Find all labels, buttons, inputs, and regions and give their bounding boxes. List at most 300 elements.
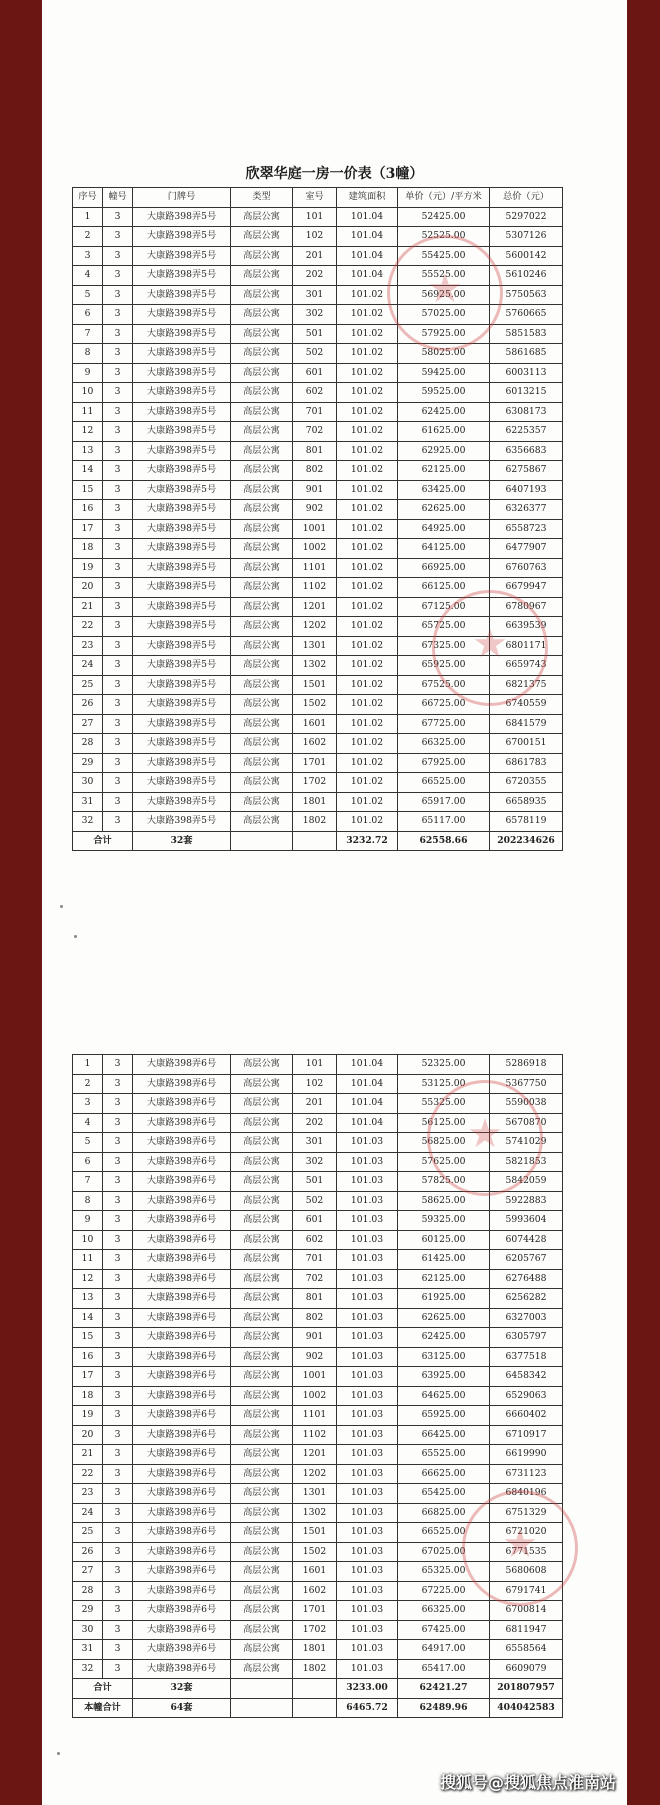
- table-cell: 57025.00: [398, 305, 490, 325]
- table-cell: 67425.00: [398, 1620, 490, 1640]
- table-cell: 高层公寓: [231, 558, 293, 578]
- table-cell: 501: [293, 324, 337, 344]
- table-cell: 63925.00: [398, 1367, 490, 1387]
- table-cell: 高层公寓: [231, 1425, 293, 1445]
- table-cell: 32: [73, 812, 103, 832]
- table-cell: 101.03: [337, 1308, 398, 1328]
- table-cell: 66825.00: [398, 1503, 490, 1523]
- table-cell: 65325.00: [398, 1562, 490, 1582]
- table-cell: 55525.00: [398, 266, 490, 286]
- table-cell: 101.02: [337, 344, 398, 364]
- table-cell: 101.03: [337, 1542, 398, 1562]
- table-cell: 1201: [293, 1445, 337, 1465]
- table-cell: 3: [103, 207, 133, 227]
- table-row: [73, 792, 563, 812]
- table-row: [73, 597, 563, 617]
- table-cell: 101.02: [337, 636, 398, 656]
- table-title: 欣翠华庭一房一价表（3幢）: [245, 166, 424, 182]
- table-cell: 16: [73, 1347, 103, 1367]
- table-cell: 3: [103, 812, 133, 832]
- column-header: 总价（元）: [490, 188, 563, 208]
- table-cell: 大康路398弄5号: [133, 480, 231, 500]
- table-cell: 4: [73, 1113, 103, 1133]
- table-cell: 101.03: [337, 1152, 398, 1172]
- table-cell: 29: [73, 1601, 103, 1621]
- table-cell: 6: [73, 1152, 103, 1172]
- table-cell: 大康路398弄6号: [133, 1113, 231, 1133]
- table-cell: 大康路398弄5号: [133, 519, 231, 539]
- table-cell: 大康路398弄5号: [133, 753, 231, 773]
- table-cell: 大康路398弄6号: [133, 1620, 231, 1640]
- table-cell: 3: [103, 1445, 133, 1465]
- table-cell: 1502: [293, 695, 337, 715]
- table-cell: 101.02: [337, 734, 398, 754]
- table-cell: 66625.00: [398, 1464, 490, 1484]
- table-cell: 6205767: [490, 1250, 563, 1270]
- table-cell: 101.03: [337, 1620, 398, 1640]
- table-cell: 101.03: [337, 1562, 398, 1582]
- table-cell: 大康路398弄6号: [133, 1386, 231, 1406]
- table-cell: 1301: [293, 636, 337, 656]
- table-cell: 63125.00: [398, 1347, 490, 1367]
- table-cell: 6558723: [490, 519, 563, 539]
- subtotal-row: [73, 1679, 563, 1699]
- table-row: [73, 1328, 563, 1348]
- table-cell: 6639539: [490, 617, 563, 637]
- table-cell: 3: [103, 773, 133, 793]
- table-cell: 63425.00: [398, 480, 490, 500]
- table-cell: 101.02: [337, 578, 398, 598]
- table-cell: 101.03: [337, 1659, 398, 1679]
- table-cell: 6003113: [490, 363, 563, 383]
- table-cell: 26: [73, 695, 103, 715]
- table-cell: 高层公寓: [231, 1367, 293, 1387]
- table-cell: 高层公寓: [231, 1640, 293, 1660]
- table-cell: 大康路398弄5号: [133, 636, 231, 656]
- table-cell: 101.03: [337, 1464, 398, 1484]
- table-cell: 3: [103, 1542, 133, 1562]
- table-cell: 大康路398弄6号: [133, 1191, 231, 1211]
- table-row: [73, 714, 563, 734]
- table-cell: 3: [103, 1620, 133, 1640]
- table-row: [73, 1211, 563, 1231]
- table-cell: 高层公寓: [231, 1055, 293, 1075]
- table-cell: 101.03: [337, 1133, 398, 1153]
- table-row: [73, 1601, 563, 1621]
- table-cell: 3: [103, 1601, 133, 1621]
- table-row: [73, 1445, 563, 1465]
- table-cell: 602: [293, 383, 337, 403]
- table-cell: 101.04: [337, 1074, 398, 1094]
- table-cell: 66525.00: [398, 1523, 490, 1543]
- table-row: [73, 656, 563, 676]
- table-row: [73, 1367, 563, 1387]
- table-cell: 101.04: [337, 266, 398, 286]
- table-cell: 高层公寓: [231, 1484, 293, 1504]
- table-cell: 65425.00: [398, 1484, 490, 1504]
- table-cell: 62425.00: [398, 1328, 490, 1348]
- table-row: [73, 422, 563, 442]
- table-cell: 1202: [293, 1464, 337, 1484]
- table-cell: 3: [103, 500, 133, 520]
- table-cell: 15: [73, 1328, 103, 1348]
- table-cell: 大康路398弄6号: [133, 1250, 231, 1270]
- table-cell: 高层公寓: [231, 1659, 293, 1679]
- table-cell: 101.04: [337, 1055, 398, 1075]
- table-cell: 6558564: [490, 1640, 563, 1660]
- table-row: [73, 1133, 563, 1153]
- grand-total-row: [73, 1698, 563, 1718]
- table-cell: 6710917: [490, 1425, 563, 1445]
- table-cell: 3: [103, 1152, 133, 1172]
- table-cell: 3: [103, 480, 133, 500]
- total-cell: [231, 1679, 293, 1699]
- table-cell: 6477907: [490, 539, 563, 559]
- table-row: [73, 539, 563, 559]
- table-cell: 高层公寓: [231, 324, 293, 344]
- table-cell: 3: [73, 1094, 103, 1114]
- table-cell: 101.03: [337, 1269, 398, 1289]
- table-row: [73, 1562, 563, 1582]
- table-cell: 6679947: [490, 578, 563, 598]
- table-cell: 3: [103, 1640, 133, 1660]
- table-cell: 3: [103, 1406, 133, 1426]
- table-row: [73, 305, 563, 325]
- table-cell: 6841579: [490, 714, 563, 734]
- table-cell: 101.04: [337, 207, 398, 227]
- table-cell: 3: [103, 1523, 133, 1543]
- table-cell: 3: [103, 675, 133, 695]
- table-row: [73, 1172, 563, 1192]
- table-cell: 702: [293, 1269, 337, 1289]
- table-cell: 高层公寓: [231, 1113, 293, 1133]
- table-cell: 3: [103, 539, 133, 559]
- table-cell: 13: [73, 1289, 103, 1309]
- table-row: [73, 207, 563, 227]
- total-cell: 202234626: [490, 831, 563, 851]
- table-cell: 大康路398弄6号: [133, 1172, 231, 1192]
- table-cell: 高层公寓: [231, 675, 293, 695]
- table-cell: 101.03: [337, 1581, 398, 1601]
- table-cell: 101.03: [337, 1289, 398, 1309]
- table-cell: 67125.00: [398, 597, 490, 617]
- table-cell: 3: [103, 1386, 133, 1406]
- table-cell: 5922883: [490, 1191, 563, 1211]
- table-cell: 高层公寓: [231, 714, 293, 734]
- table-cell: 3: [103, 1659, 133, 1679]
- table-cell: 101.02: [337, 656, 398, 676]
- table-cell: 6326377: [490, 500, 563, 520]
- table-cell: 6578119: [490, 812, 563, 832]
- table-cell: 8: [73, 1191, 103, 1211]
- table-row: [73, 753, 563, 773]
- table-cell: 17: [73, 519, 103, 539]
- table-cell: 58025.00: [398, 344, 490, 364]
- table-cell: 大康路398弄5号: [133, 714, 231, 734]
- table-cell: 1002: [293, 539, 337, 559]
- table-cell: 高层公寓: [231, 266, 293, 286]
- table-cell: 6407193: [490, 480, 563, 500]
- table-cell: 101.02: [337, 500, 398, 520]
- table-cell: 18: [73, 1386, 103, 1406]
- total-cell: [231, 1698, 293, 1718]
- table-row: [73, 227, 563, 247]
- table-cell: 大康路398弄5号: [133, 266, 231, 286]
- column-header: 幢号: [103, 188, 133, 208]
- table-cell: 1701: [293, 1601, 337, 1621]
- table-cell: 101.02: [337, 597, 398, 617]
- table-cell: 1202: [293, 617, 337, 637]
- table-cell: 602: [293, 1230, 337, 1250]
- total-cell: 62489.96: [398, 1698, 490, 1718]
- column-header: 类型: [231, 188, 293, 208]
- table-cell: 21: [73, 1445, 103, 1465]
- table-cell: 2: [73, 1074, 103, 1094]
- table-cell: 大康路398弄5号: [133, 246, 231, 266]
- table-cell: 66325.00: [398, 734, 490, 754]
- table-cell: 701: [293, 402, 337, 422]
- table-cell: 101.04: [337, 1113, 398, 1133]
- table-cell: 8: [73, 344, 103, 364]
- table-cell: 大康路398弄5号: [133, 675, 231, 695]
- table-cell: 大康路398弄6号: [133, 1406, 231, 1426]
- table-cell: 高层公寓: [231, 500, 293, 520]
- table-cell: 101.03: [337, 1347, 398, 1367]
- table-row: [73, 1074, 563, 1094]
- table-row: [73, 285, 563, 305]
- table-cell: 高层公寓: [231, 441, 293, 461]
- table-cell: 1702: [293, 773, 337, 793]
- table-row: [73, 1094, 563, 1114]
- table-cell: 大康路398弄6号: [133, 1523, 231, 1543]
- table-cell: 56925.00: [398, 285, 490, 305]
- table-cell: 3: [103, 1113, 133, 1133]
- table-cell: 大康路398弄5号: [133, 305, 231, 325]
- table-cell: 19: [73, 1406, 103, 1426]
- table-cell: 14: [73, 1308, 103, 1328]
- table-row: [73, 1406, 563, 1426]
- table-row: [73, 1113, 563, 1133]
- table-cell: 3: [103, 285, 133, 305]
- table-cell: 28: [73, 734, 103, 754]
- total-cell: [231, 831, 293, 851]
- table-cell: 101.02: [337, 324, 398, 344]
- table-cell: 大康路398弄5号: [133, 558, 231, 578]
- table-row: [73, 500, 563, 520]
- table-cell: 9: [73, 1211, 103, 1231]
- table-row: [73, 578, 563, 598]
- table-cell: 6305797: [490, 1328, 563, 1348]
- table-cell: 101.03: [337, 1503, 398, 1523]
- table-cell: 67725.00: [398, 714, 490, 734]
- table-cell: 101.02: [337, 753, 398, 773]
- table-row: [73, 558, 563, 578]
- total-cell: 3233.00: [337, 1679, 398, 1699]
- table-cell: 1302: [293, 656, 337, 676]
- total-cell: 32套: [133, 831, 231, 851]
- table-cell: 高层公寓: [231, 422, 293, 442]
- table-cell: 101.02: [337, 675, 398, 695]
- total-cell: 合计: [73, 831, 133, 851]
- table-cell: 6529063: [490, 1386, 563, 1406]
- table-cell: 24: [73, 656, 103, 676]
- table-cell: 3: [103, 617, 133, 637]
- table-cell: 101.02: [337, 617, 398, 637]
- table-cell: 1001: [293, 519, 337, 539]
- table-row: [73, 1464, 563, 1484]
- table-cell: 58625.00: [398, 1191, 490, 1211]
- table-cell: 5741029: [490, 1133, 563, 1153]
- table-row: [73, 461, 563, 481]
- table-cell: 3: [103, 227, 133, 247]
- table-cell: 大康路398弄5号: [133, 422, 231, 442]
- table-cell: 高层公寓: [231, 617, 293, 637]
- table-cell: 大康路398弄6号: [133, 1094, 231, 1114]
- table-cell: 57625.00: [398, 1152, 490, 1172]
- table-row: [73, 1152, 563, 1172]
- table-cell: 大康路398弄6号: [133, 1425, 231, 1445]
- table-cell: 3: [103, 597, 133, 617]
- table-cell: 101: [293, 1055, 337, 1075]
- table-cell: 高层公寓: [231, 285, 293, 305]
- table-cell: 6: [73, 305, 103, 325]
- table-cell: 大康路398弄5号: [133, 578, 231, 598]
- table-row: [73, 246, 563, 266]
- table-cell: 大康路398弄6号: [133, 1289, 231, 1309]
- total-cell: 404042583: [490, 1698, 563, 1718]
- table-cell: 6700814: [490, 1601, 563, 1621]
- table-cell: 101.03: [337, 1230, 398, 1250]
- table-cell: 高层公寓: [231, 1074, 293, 1094]
- table-cell: 30: [73, 773, 103, 793]
- table-cell: 801: [293, 1289, 337, 1309]
- table-cell: 大康路398弄5号: [133, 617, 231, 637]
- table-cell: 大康路398弄6号: [133, 1211, 231, 1231]
- table-cell: 高层公寓: [231, 305, 293, 325]
- table-cell: 101.03: [337, 1640, 398, 1660]
- table-cell: 3: [103, 1289, 133, 1309]
- table-cell: 高层公寓: [231, 1386, 293, 1406]
- table-cell: 64925.00: [398, 519, 490, 539]
- table-cell: 大康路398弄6号: [133, 1347, 231, 1367]
- table-cell: 3: [103, 363, 133, 383]
- table-cell: 大康路398弄6号: [133, 1230, 231, 1250]
- table-cell: 101.02: [337, 422, 398, 442]
- table-cell: 62925.00: [398, 441, 490, 461]
- table-cell: 6225357: [490, 422, 563, 442]
- table-cell: 52325.00: [398, 1055, 490, 1075]
- table-cell: 高层公寓: [231, 461, 293, 481]
- table-cell: 601: [293, 363, 337, 383]
- table-cell: 6658935: [490, 792, 563, 812]
- table-cell: 202: [293, 266, 337, 286]
- table-cell: 6609079: [490, 1659, 563, 1679]
- table-cell: 高层公寓: [231, 792, 293, 812]
- table-cell: 3: [103, 266, 133, 286]
- table-cell: 大康路398弄5号: [133, 773, 231, 793]
- table-row: [73, 519, 563, 539]
- table-cell: 5842059: [490, 1172, 563, 1192]
- table-cell: 3: [103, 1484, 133, 1504]
- table-cell: 3: [103, 656, 133, 676]
- table-cell: 301: [293, 285, 337, 305]
- table-cell: 20: [73, 1425, 103, 1445]
- table-cell: 3: [103, 344, 133, 364]
- table-cell: 23: [73, 636, 103, 656]
- total-cell: [293, 831, 337, 851]
- table-cell: 高层公寓: [231, 1445, 293, 1465]
- table-cell: 701: [293, 1250, 337, 1270]
- table-cell: 高层公寓: [231, 753, 293, 773]
- table-cell: 6276488: [490, 1269, 563, 1289]
- table-cell: 101.03: [337, 1484, 398, 1504]
- table-cell: 3: [103, 1074, 133, 1094]
- table-cell: 101.02: [337, 363, 398, 383]
- scan-speck: [60, 905, 63, 908]
- table-row: [73, 734, 563, 754]
- table-cell: 62625.00: [398, 1308, 490, 1328]
- table-row: [73, 1347, 563, 1367]
- table-cell: 高层公寓: [231, 734, 293, 754]
- table-cell: 1602: [293, 734, 337, 754]
- table-cell: 16: [73, 500, 103, 520]
- table-cell: 3: [103, 1211, 133, 1231]
- table-cell: 3: [103, 1562, 133, 1582]
- table-cell: 1501: [293, 675, 337, 695]
- table-cell: 高层公寓: [231, 1094, 293, 1114]
- table-cell: 32: [73, 1659, 103, 1679]
- table-cell: 65725.00: [398, 617, 490, 637]
- table-cell: 5600142: [490, 246, 563, 266]
- table-cell: 902: [293, 500, 337, 520]
- table-cell: 66325.00: [398, 1601, 490, 1621]
- table-cell: 66425.00: [398, 1425, 490, 1445]
- table-cell: 301: [293, 1133, 337, 1153]
- table-cell: 高层公寓: [231, 207, 293, 227]
- table-cell: 大康路398弄6号: [133, 1328, 231, 1348]
- table-cell: 高层公寓: [231, 1133, 293, 1153]
- table-cell: 大康路398弄5号: [133, 500, 231, 520]
- table-cell: 1001: [293, 1367, 337, 1387]
- table-cell: 高层公寓: [231, 344, 293, 364]
- column-header: 单价（元）/平方米: [398, 188, 490, 208]
- table-cell: 59425.00: [398, 363, 490, 383]
- total-cell: 32套: [133, 1679, 231, 1699]
- table-cell: 3: [103, 383, 133, 403]
- table-cell: 高层公寓: [231, 1503, 293, 1523]
- table-header-row: [73, 188, 563, 208]
- table-cell: 大康路398弄5号: [133, 539, 231, 559]
- table-cell: 高层公寓: [231, 1542, 293, 1562]
- table-row: [73, 402, 563, 422]
- table-cell: 1601: [293, 1562, 337, 1582]
- table-row: [73, 1659, 563, 1679]
- table-row: [73, 695, 563, 715]
- table-cell: 5307126: [490, 227, 563, 247]
- table-cell: 大康路398弄6号: [133, 1269, 231, 1289]
- table-cell: 高层公寓: [231, 246, 293, 266]
- table-cell: 201: [293, 246, 337, 266]
- table-cell: 高层公寓: [231, 1269, 293, 1289]
- table-cell: 101.03: [337, 1211, 398, 1231]
- table-cell: 6013215: [490, 383, 563, 403]
- table-cell: 1701: [293, 753, 337, 773]
- table-cell: 67225.00: [398, 1581, 490, 1601]
- total-cell: [293, 1698, 337, 1718]
- table-cell: 5760665: [490, 305, 563, 325]
- table-cell: 3: [103, 1172, 133, 1192]
- table-cell: 302: [293, 305, 337, 325]
